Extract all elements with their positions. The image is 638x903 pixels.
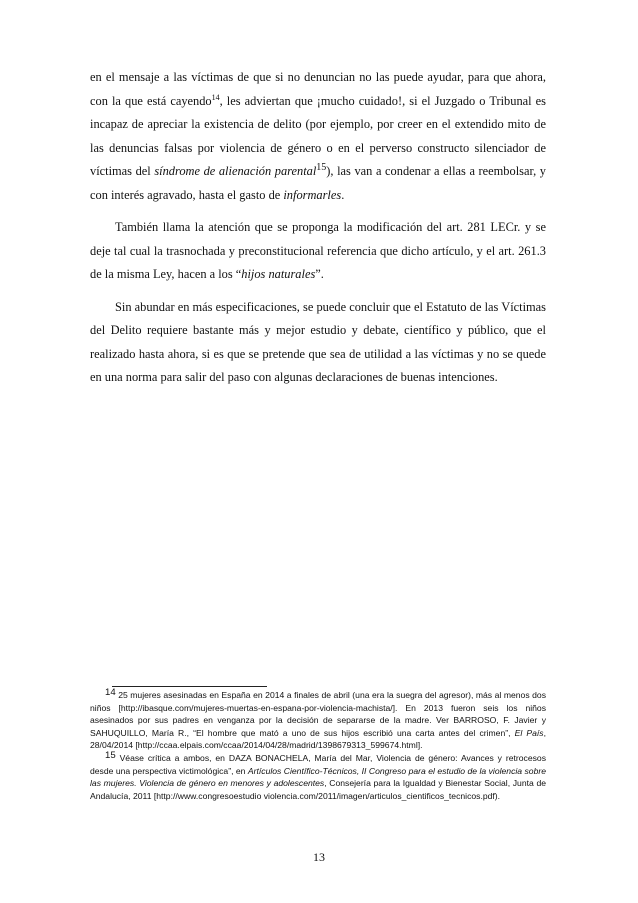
- paragraph-1-italic-a: síndrome de alienación parental: [154, 164, 317, 178]
- footnote-15-number: 15: [105, 749, 116, 761]
- main-text: [90, 66, 546, 399]
- footnote-ref-14[interactable]: 14: [211, 92, 220, 102]
- paragraph-1-text-a: en el mensaje a las víctimas de que si no denuncian no las puede ayudar, para que ahora, con la que está cayendo: [90, 70, 546, 108]
- paragraph-1-text-d: .: [341, 187, 345, 202]
- paragraph-1-italic-b: informarles: [283, 187, 342, 202]
- footnote-ref-15[interactable]: 15: [316, 161, 327, 173]
- footnote-15-text-b: , Consejería para la Igualdad y Bienestar Social, Junta de Andalucía, 2011 [http://www.congresoestudio violencia.com/2011/imagen/articulos_cientificos_tecnicos.pdf).: [90, 778, 546, 801]
- footnote-separator: [112, 686, 267, 687]
- footnote-14-text-a: 25 mujeres asesinadas en España en 2014 a finales de abril (una era la suegra del agresor), más al menos dos niños [http://ibasque.com/mujeres-muertas-en-espana-por-violencia-machista/]. En 2013 fueron seis los niños asesinados por sus padres en venganza por la decisión de separarse de la madre. Ver BARROSO, F. Javier y SAHUQUILLO, María R., “El hombre que mató a uno de sus hijos escribió una carta antes del crimen”,: [90, 690, 546, 738]
- paragraph-1-text-c: ), las van a condenar a ellas a reembolsar, y con interés agravado, hasta el gasto de: [90, 164, 546, 202]
- footnote-15: [90, 749, 547, 802]
- paragraph-1-text-b: , les adviertan que ¡mucho cuidado!, si el Juzgado o Tribunal es incapaz de apreciar la existencia de delito (por ejemplo, por creer en el extendido mito de las denuncias falsas por violencia de género o en el perverso constructo silenciador de víctimas del: [90, 93, 546, 178]
- footnote-14: [90, 689, 546, 752]
- footnotes: [90, 689, 546, 802]
- paragraph-3: [90, 296, 546, 390]
- footnote-15-italic: Artículos Científico-Técnicos, II Congreso para el estudio de la violencia sobre las mujeres. Violencia de género en menores y adolescentes: [90, 765, 547, 789]
- paragraph-2-text-a: También llama la atención que se proponga la modificación del art. 281 LECr. y se deje tal cual la trasnochada y preconstitucional referencia que dicho artículo, y el art. 261.3 de la misma Ley, hacen a los “: [90, 220, 546, 281]
- paragraph-3-text: Sin abundar en más especificaciones, se puede concluir que el Estatuto de las Víctimas del Delito requiere bastante más y mejor estudio y debate, científico y público, que el realizado hasta ahora, si es que se pretende que sea de utilidad a las víctimas y no se quede en una norma para salir del paso con algunas declaraciones de buenas intenciones.: [90, 299, 546, 384]
- paragraph-2: [90, 216, 546, 287]
- page-number: 13: [313, 850, 325, 864]
- footnote-15-text-a: Véase crítica a ambos, en DAZA BONACHELA, María del Mar, Violencia de género: Avances y retrocesos desde una perspectiva victimológica”, en: [90, 752, 546, 776]
- footnote-14-number: 14: [105, 687, 116, 698]
- footnote-14-text-b: , 28/04/2014 [http://ccaa.elpais.com/ccaa/2014/04/28/madrid/1398679313_599674.html].: [90, 727, 546, 751]
- footnote-14-italic: El País: [514, 727, 544, 738]
- paragraph-2-italic: hijos naturales: [241, 267, 316, 281]
- paragraph-2-text-b: ”.: [315, 267, 324, 281]
- paragraph-1: [90, 66, 546, 207]
